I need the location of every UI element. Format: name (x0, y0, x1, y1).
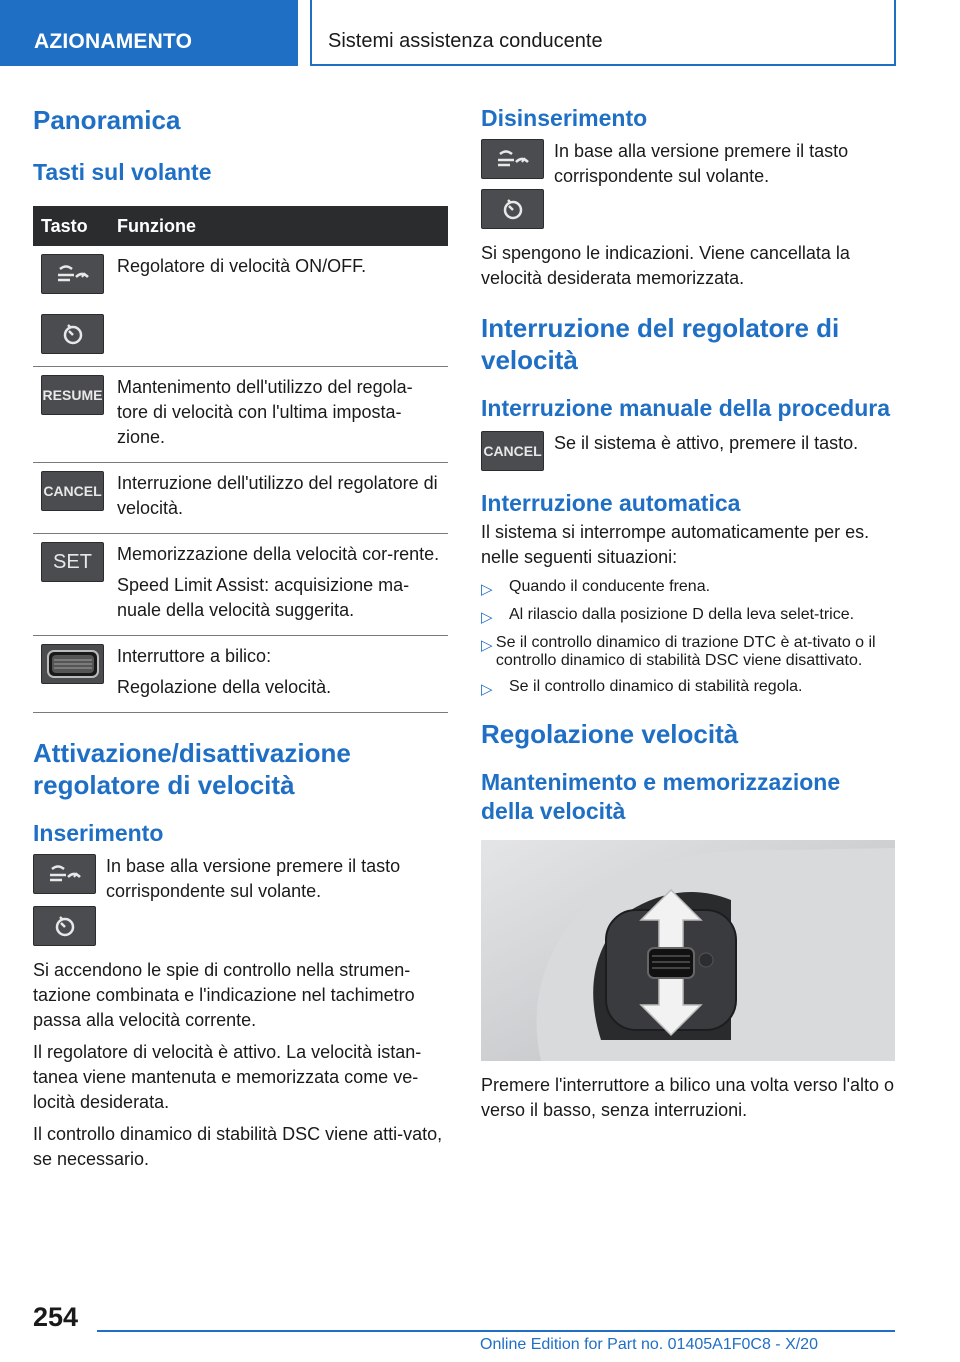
function-text: Mantenimento dell'utilizzo del regola-tore di velocità con l'ultima imposta-zione. (117, 367, 448, 463)
left-column (33, 100, 448, 1172)
bullet-triangle-icon: ▷ (481, 637, 493, 654)
table-header-function: Funzione (117, 206, 448, 246)
list-item: ▷ Quando il conducente frena. (481, 578, 711, 598)
bullet-triangle-icon: ▷ (481, 609, 493, 626)
heading-speed-adjust: Regolazione velocità (481, 719, 739, 749)
set-button-icon: SET (41, 542, 104, 582)
rocker-switch-icon (41, 644, 104, 684)
steering-wheel-photo (481, 840, 895, 1061)
cruise-control-icon (33, 854, 96, 894)
paragraph: Si spengono le indicazioni. Viene cancellata la velocità desiderata memorizzata. (481, 243, 850, 288)
table-row (33, 367, 448, 463)
heading-keep-store: Mantenimento e memorizzazione della velocità (481, 769, 841, 824)
list-item: ▷ Se il controllo dinamico di stabilità regola. (481, 678, 803, 698)
section-title: AZIONAMENTO (0, 0, 298, 66)
speed-limiter-icon (481, 189, 544, 229)
cruise-control-icon (481, 139, 544, 179)
bullet-triangle-icon: ▷ (481, 681, 493, 698)
table-row (33, 636, 448, 713)
speed-limiter-icon (41, 314, 104, 354)
function-text-secondary: Regolazione della velocità. (117, 677, 332, 697)
table-row (33, 534, 448, 636)
enable-instruction (33, 854, 448, 946)
heading-disable: Disinserimento (481, 105, 648, 131)
paragraph: Il regolatore di velocità è attivo. La velocità istan-tanea viene mantenuta e memorizzata come ve-locità desiderata. (33, 1042, 422, 1112)
function-text: Memorizzazione della velocità cor-rente. (117, 544, 440, 564)
heading-activation: Attivazione/disattivazione regolatore di velocità (33, 738, 351, 800)
function-text: Interruzione dell'utilizzo del regolatore di velocità. (117, 463, 448, 534)
function-table (33, 206, 448, 713)
speed-limiter-icon (33, 906, 96, 946)
auto-intro: Il sistema si interrompe automaticamente per es. nelle seguenti situazioni: (481, 522, 870, 567)
heading-manual-interrupt: Interruzione manuale della procedura (481, 395, 890, 421)
page-number: 254 (33, 1302, 79, 1332)
manual-instruction (481, 431, 895, 471)
table-row (33, 463, 448, 534)
heading-enable: Inserimento (33, 820, 164, 846)
heading-overview: Panoramica (33, 105, 181, 135)
list-item: ▷ Se il controllo dinamico di trazione DTC è at-tivato o il controllo dinamico di stabilità DSC viene disattivato. (481, 634, 876, 669)
figure-caption: Premere l'interruttore a bilico una volta verso l'alto o verso il basso, senza interruzioni. (481, 1075, 895, 1120)
footer-divider (97, 1330, 895, 1332)
disable-text: In base alla versione premere il tasto corrispondente sul volante. (554, 141, 849, 186)
cancel-button-icon: CANCEL (41, 471, 104, 511)
bullet-triangle-icon: ▷ (481, 581, 493, 598)
function-text: Regolatore di velocità ON/OFF. (117, 246, 448, 367)
function-text: Interruttore a bilico: (117, 646, 272, 666)
heading-interrupt: Interruzione del regolatore di velocità (481, 313, 840, 375)
disable-instruction (481, 139, 895, 229)
bullet-list (481, 578, 895, 698)
heading-auto-interrupt: Interruzione automatica (481, 490, 741, 516)
function-text-secondary: Speed Limit Assist: acquisizione ma-nuale della velocità suggerita. (117, 575, 410, 620)
manual-text: Se il sistema è attivo, premere il tasto. (554, 433, 859, 453)
heading-steering-buttons: Tasti sul volante (33, 159, 212, 185)
table-header-button: Tasto (33, 206, 117, 246)
paragraph: Il controllo dinamico di stabilità DSC viene atti-vato, se necessario. (33, 1124, 443, 1169)
chapter-title: Sistemi assistenza conducente (310, 0, 896, 66)
cancel-button-icon: CANCEL (481, 431, 544, 471)
enable-text: In base alla versione premere il tasto corrispondente sul volante. (106, 856, 401, 901)
list-item: ▷ Al rilascio dalla posizione D della leva selet-trice. (481, 606, 855, 626)
page-header (0, 0, 960, 66)
cruise-control-icon (41, 254, 104, 294)
resume-button-icon: RESUME (41, 375, 104, 415)
right-column (481, 100, 895, 1123)
paragraph: Si accendono le spie di controllo nella strumen-tazione combinata e l'indicazione nel tachimetro passa alla velocità corrente. (33, 960, 415, 1030)
edition-text: Online Edition for Part no. 01405A1F0C8 - X/20 (480, 1336, 818, 1353)
table-row (33, 246, 448, 367)
